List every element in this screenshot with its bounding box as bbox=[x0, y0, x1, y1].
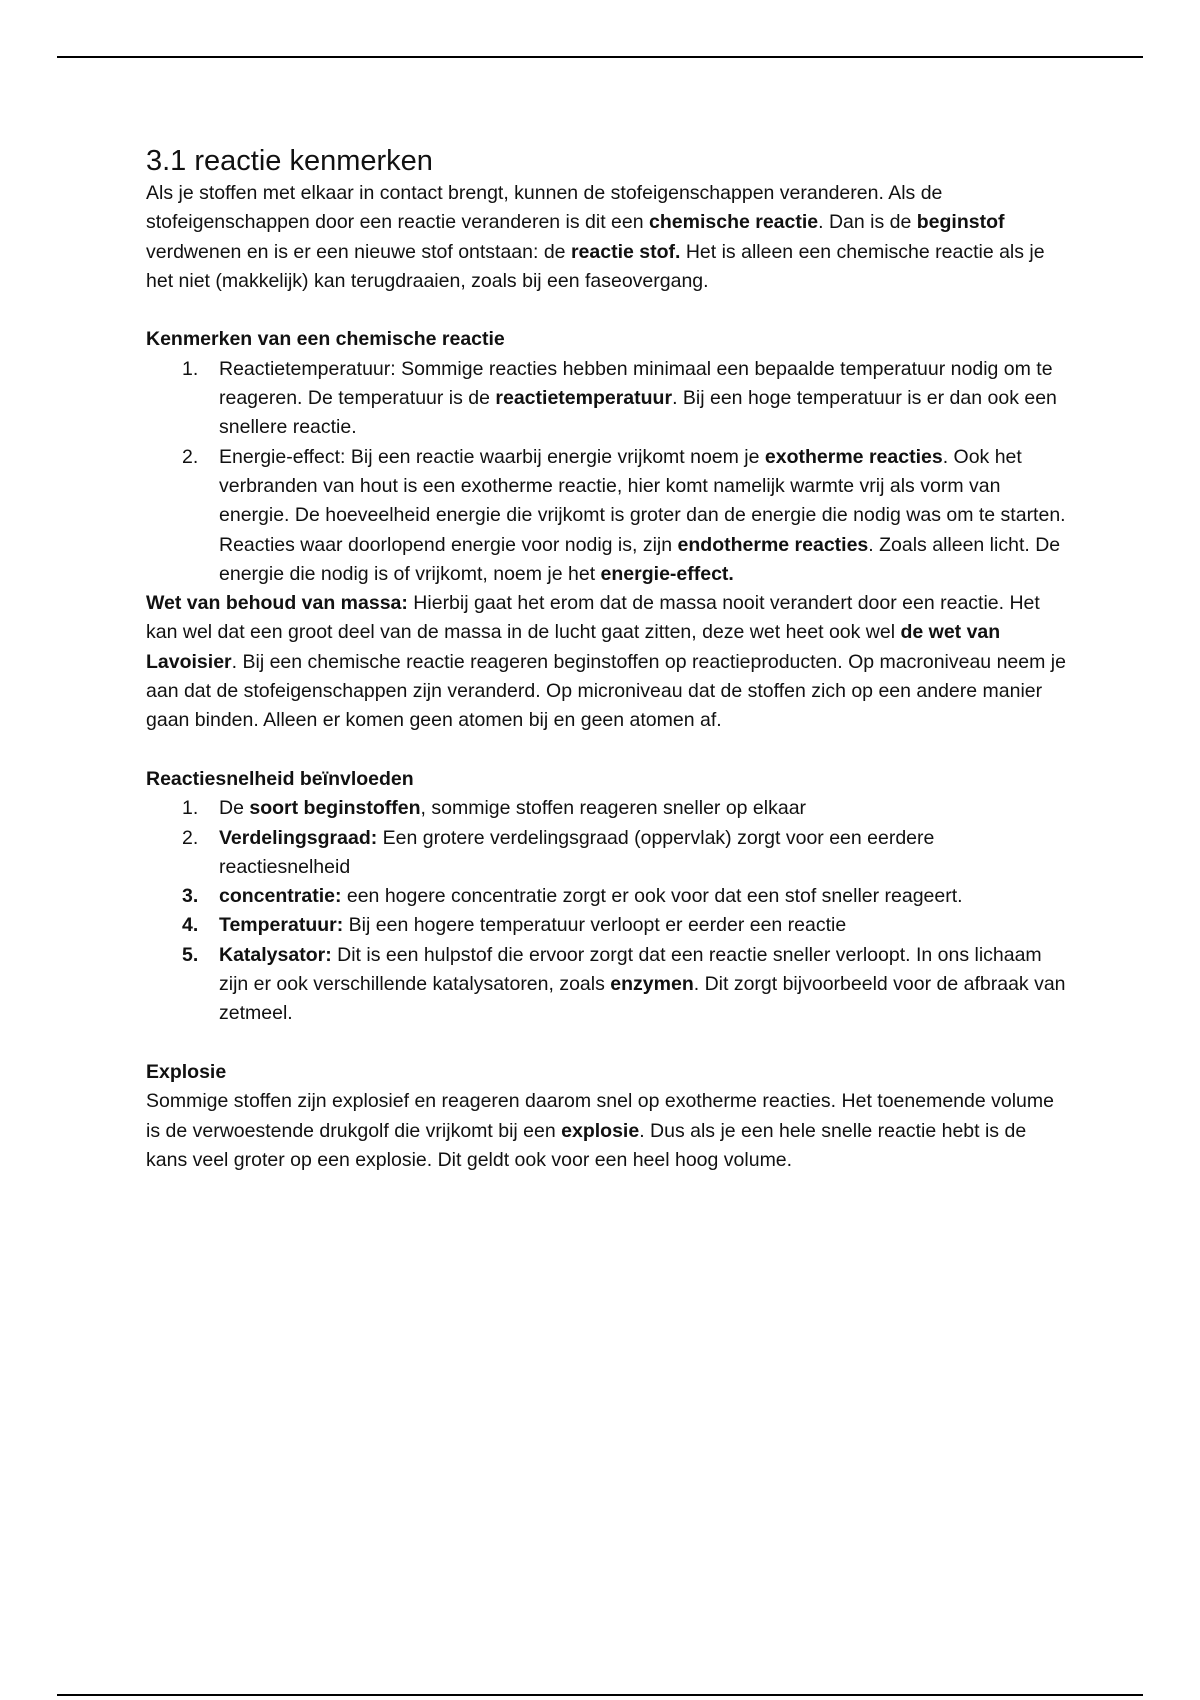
header-rule bbox=[57, 56, 1143, 58]
spacer bbox=[146, 736, 1066, 765]
list-item: 1. Reactietemperatuur: Sommige reacties hebben minimaal een bepaalde temperatuur nodig om te reageren. De temperatuur is de reactietemperatuur. Bij een hoge temperatuur is er dan ook een snellere reactie. bbox=[146, 355, 1066, 443]
list-number: 2. bbox=[182, 445, 199, 468]
list-number: 4. bbox=[182, 914, 199, 937]
term-reactie-stof: reactie stof. bbox=[570, 240, 681, 263]
footer-rule bbox=[57, 1694, 1143, 1696]
term-temperatuur: Temperatuur: bbox=[219, 914, 344, 937]
term-concentratie: concentratie: bbox=[219, 885, 342, 908]
list-number: 5. bbox=[182, 943, 199, 966]
spacer bbox=[146, 1029, 1066, 1058]
term-verdelingsgraad: Verdelingsgraad: bbox=[219, 826, 378, 849]
list-item: 4. Temperatuur: Bij een hogere temperatuur verloopt er eerder een reactie bbox=[146, 911, 1066, 940]
spacer bbox=[146, 296, 1066, 325]
term-beginstof: beginstof bbox=[916, 211, 1005, 234]
intro-paragraph: Als je stoffen met elkaar in contact brengt, kunnen de stofeigenschappen veranderen. Als de stofeigenschappen door een reactie veranderen is dit een chemische reactie. Dan is de beginstof verdwenen en is er een nieuwe stof ontstaan: de reactie stof. Het is alleen een chemische reactie als je het niet (makkelijk) kan terugdraaien, zoals bij een faseovergang. bbox=[146, 182, 1045, 292]
term-wet-lavoisier: de wet van Lavoisier bbox=[146, 621, 1001, 673]
term-wet-behoud-massa: Wet van behoud van massa: bbox=[146, 592, 408, 615]
heading-kenmerken: Kenmerken van een chemische reactie bbox=[146, 328, 505, 351]
list-number: 1. bbox=[182, 357, 199, 380]
term-enzymen: enzymen bbox=[610, 973, 694, 996]
term-reactietemperatuur: reactietemperatuur bbox=[495, 387, 673, 410]
heading-explosie: Explosie bbox=[146, 1060, 227, 1083]
heading-reactiesnelheid: Reactiesnelheid beïnvloeden bbox=[146, 767, 414, 790]
list-number: 1. bbox=[182, 797, 199, 820]
term-endotherme-reacties: endotherme reacties bbox=[677, 533, 869, 556]
term-soort-beginstoffen: soort beginstoffen bbox=[249, 797, 421, 820]
list-item: 1. De soort beginstoffen, sommige stoffen reageren sneller op elkaar bbox=[146, 794, 1066, 823]
list-item: 3. concentratie: een hogere concentratie zorgt er ook voor dat een stof sneller reageert. bbox=[146, 882, 1066, 911]
term-exotherme-reacties: exotherme reacties bbox=[764, 445, 943, 468]
list-number: 2. bbox=[182, 826, 199, 849]
term-chemische-reactie: chemische reactie bbox=[649, 211, 819, 234]
reactiesnelheid-list bbox=[146, 794, 1066, 1028]
term-energie-effect: energie-effect. bbox=[600, 562, 734, 585]
list-number: 3. bbox=[182, 885, 199, 908]
list-item: 5. Katalysator: Dit is een hulpstof die ervoor zorgt dat een reactie sneller verloopt. In ons lichaam zijn er ook verschillende katalysatoren, zoals enzymen. Dit zorgt bijvoorbeeld voor de afbraak van zetmeel. bbox=[146, 941, 1066, 1029]
term-explosie: explosie bbox=[561, 1119, 640, 1142]
page-title: 3.1 reactie kenmerken bbox=[146, 145, 433, 177]
document-body bbox=[146, 143, 1066, 1175]
explosie-paragraph: Sommige stoffen zijn explosief en reageren daarom snel op exotherme reacties. Het toenemende volume is de verwoestende drukgolf die vrijkomt bij een explosie. Dus als je een hele snelle reactie hebt is de kans veel groter op een explosie. Dit geldt ook voor een heel hoog volume. bbox=[146, 1090, 1054, 1171]
term-katalysator: Katalysator: bbox=[219, 943, 332, 966]
kenmerken-list bbox=[146, 355, 1066, 589]
list-item: 2. Energie-effect: Bij een reactie waarbij energie vrijkomt noem je exotherme reacties. Ook het verbranden van hout is een exotherme reactie, hier komt namelijk warmte vrij als vorm van energie. De hoeveelheid energie die vrijkomt is groter dan de energie die nodig was om te starten. Reacties waar doorlopend energie voor nodig is, zijn endotherme reacties. Zoals alleen licht. De energie die nodig is of vrijkomt, noem je het energie-effect. bbox=[146, 443, 1066, 589]
massa-paragraph: Wet van behoud van massa: Hierbij gaat het erom dat de massa nooit verandert door een reactie. Het kan wel dat een groot deel van de massa in de lucht gaat zitten, deze wet heet ook wel de wet van Lavoisier. Bij een chemische reactie reageren beginstoffen op reactieproducten. Op macroniveau neem je aan dat de stofeigenschappen zijn veranderd. Op microniveau dat de stoffen zich op een andere manier gaan binden. Alleen er komen geen atomen bij en geen atomen af. bbox=[146, 592, 1066, 732]
list-item: 2. Verdelingsgraad: Een grotere verdelingsgraad (oppervlak) zorgt voor een eerdere reactiesnelheid bbox=[146, 824, 1066, 883]
